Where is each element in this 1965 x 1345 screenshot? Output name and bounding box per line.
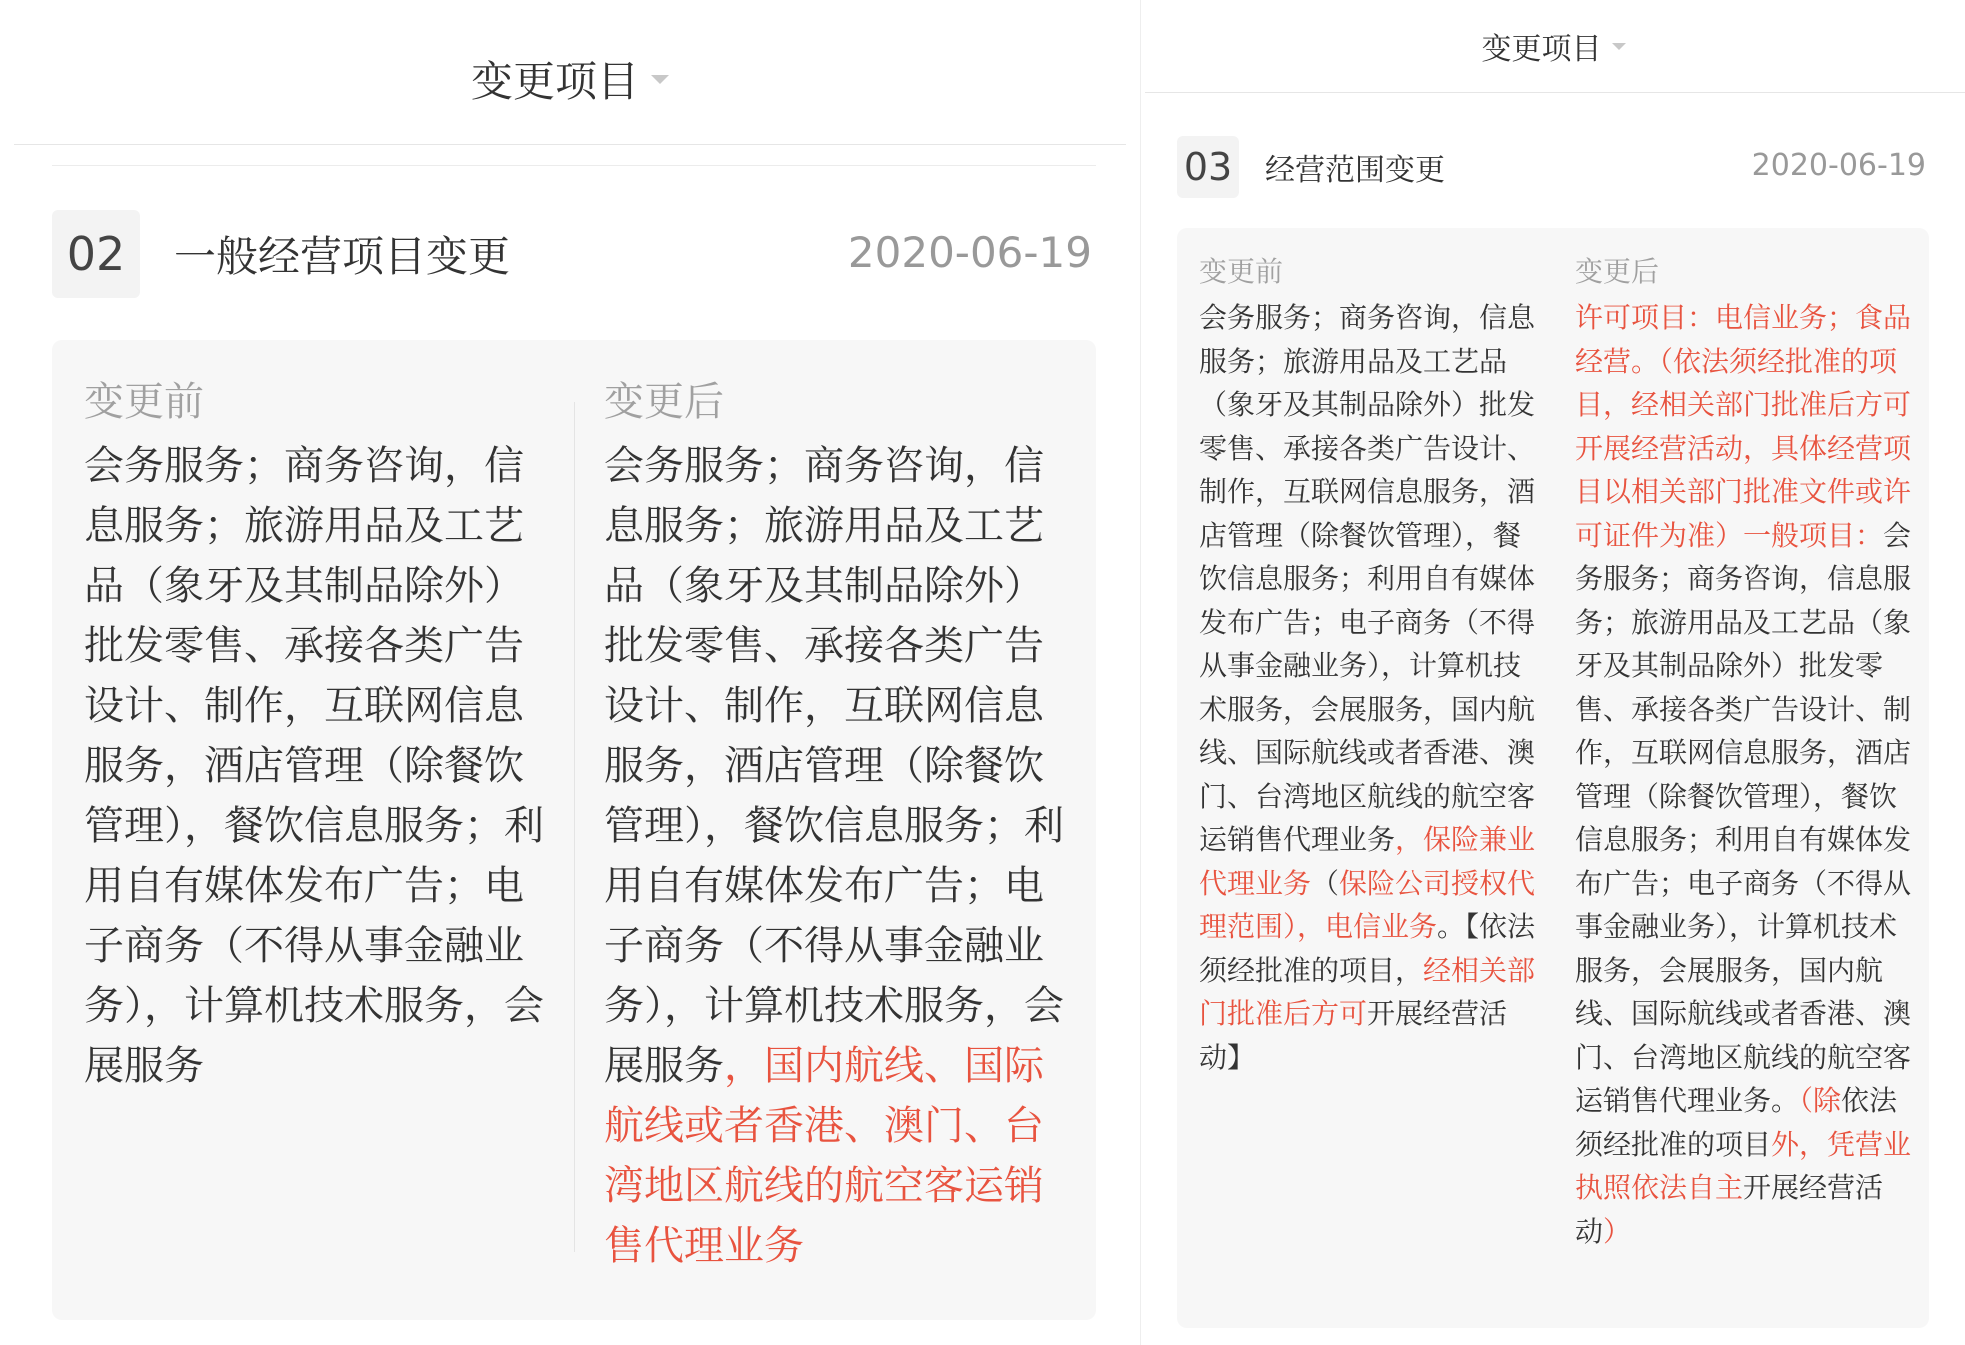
before-column (1199, 252, 1539, 1079)
after-text (1575, 296, 1915, 1253)
change-item-header (1177, 136, 1445, 198)
text-segment: 会务服务；商务咨询，信息服务；旅游用品及工艺品（象牙及其制品除外）批发零售、承接各类广告设计、制作，互联网信息服务，酒店管理（除餐饮管理），餐饮信息服务；利用自有媒体发布广告；电子商务（不得从事金融业务），计算机技术服务，会展服务，国内航线、国际航线或者香港、澳门、台湾地区航线的航空客运销售代理业务。 (1575, 518, 1912, 1117)
project-type-selector[interactable] (0, 44, 1140, 114)
highlighted-change-text: 保险公司授权代理范围），电信业务 (1199, 866, 1536, 943)
before-text (1199, 296, 1539, 1079)
before-column (84, 376, 554, 1096)
right-panel (1140, 0, 1965, 1345)
project-type-selector[interactable] (1141, 22, 1965, 70)
change-detail-card (52, 340, 1096, 1320)
dropdown-caret-icon[interactable] (651, 75, 669, 84)
item-index-badge: 02 (52, 210, 140, 298)
item-index-badge: 03 (1177, 136, 1239, 198)
text-segment: （ (1311, 866, 1340, 900)
highlighted-change-text: 外，凭营业执照依法自主 (1575, 1127, 1912, 1204)
text-segment: 依法须经批准的项目 (1575, 1084, 1898, 1161)
highlighted-change-text: 许可项目：电信业务；食品经营。（依法须经批准的项目，经相关部门批准后方可开展经营活动，具体经营项目以相关部门批准文件或许可证件为准）一般项目： (1575, 301, 1912, 552)
dropdown-caret-icon[interactable] (1612, 43, 1626, 50)
before-label: 变更前 (84, 379, 204, 425)
section-divider (52, 165, 1096, 166)
item-title: 经营范围变更 (1265, 153, 1445, 188)
change-item-header (52, 210, 510, 298)
item-date: 2020-06-19 (847, 228, 1092, 277)
text-segment: 开展经营活动】 (1199, 997, 1508, 1074)
change-detail-card (1177, 228, 1929, 1328)
after-label: 变更后 (604, 379, 724, 425)
item-title: 一般经营项目变更 (174, 232, 511, 281)
text-segment: 会务服务；商务咨询，信息服务；旅游用品及工艺品（象牙及其制品除外）批发零售、承接各类广告设计、制作，互联网信息服务，酒店管理（除餐饮管理），餐饮信息服务；利用自有媒体发布广告；电子商务（不得从事金融业务），计算机技术服务，会展服务 (84, 443, 544, 1089)
highlighted-change-text: ，保险兼业代理业务 (1199, 823, 1536, 900)
project-type-title: 变更项目 (1481, 32, 1602, 67)
after-column (1575, 252, 1915, 1253)
header-divider (14, 144, 1126, 145)
after-column (604, 376, 1074, 1276)
highlighted-change-text: （除 (1799, 1084, 1842, 1117)
column-divider (574, 402, 575, 1252)
highlighted-change-text: 经相关部门批准后方可 (1199, 953, 1536, 1030)
item-date: 2020-06-19 (1751, 148, 1926, 183)
text-segment: 。【依法须经批准的项目， (1199, 910, 1536, 987)
after-label: 变更后 (1575, 255, 1660, 288)
after-text (604, 436, 1074, 1276)
header-divider (1145, 92, 1965, 93)
text-segment: 会务服务；商务咨询，信息服务；旅游用品及工艺品（象牙及其制品除外）批发零售、承接各类广告设计、制作，互联网信息服务，酒店管理（除餐饮管理），餐饮信息服务；利用自有媒体发布广告；电子商务（不得从事金融业务），计算机技术服务，会展服务 (604, 443, 1064, 1089)
text-segment: 会务服务；商务咨询，信息服务；旅游用品及工艺品（象牙及其制品除外）批发零售、承接各类广告设计、制作，互联网信息服务，酒店管理（除餐饮管理），餐饮信息服务；利用自有媒体发布广告；电子商务（不得从事金融业务），计算机技术服务，会展服务，国内航线、国际航线或者香港、澳门、台湾地区航线的航空客运销售代理业务 (1199, 301, 1536, 856)
before-text (84, 436, 554, 1096)
text-segment: 开展经营活动 (1575, 1171, 1884, 1248)
highlighted-change-text: ） (1603, 1214, 1632, 1248)
before-label: 变更前 (1199, 255, 1284, 288)
highlighted-change-text: ，国内航线、国际航线或者香港、澳门、台湾地区航线的航空客运销售代理业务 (604, 1043, 1044, 1269)
project-type-title: 变更项目 (470, 57, 639, 106)
